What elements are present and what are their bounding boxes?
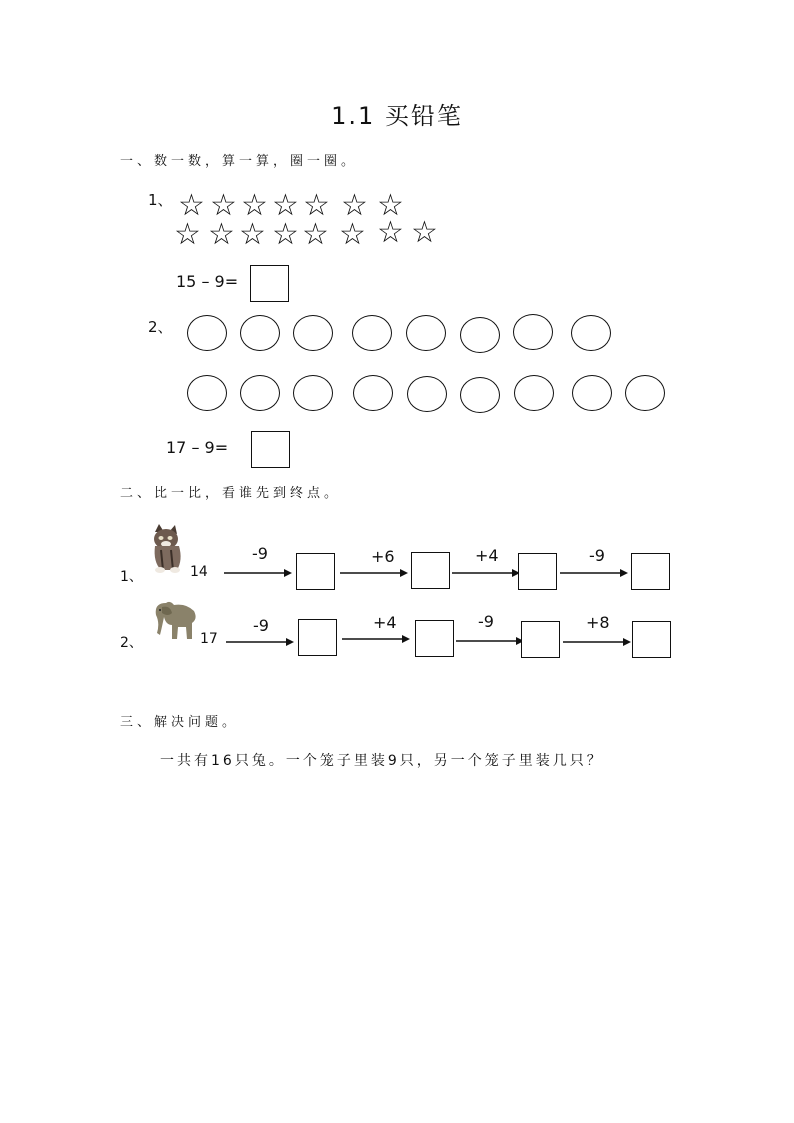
- q2-equation: 17 – 9=: [166, 438, 229, 457]
- circle-icon: [406, 315, 446, 351]
- elephant-icon: [152, 599, 200, 643]
- arrow-icon: [226, 637, 294, 647]
- race1-number: 1、: [120, 569, 143, 585]
- race2-start: 17: [200, 631, 218, 647]
- arrow-icon: [224, 568, 292, 578]
- circle-icon: [460, 317, 500, 353]
- circle-icon: [407, 376, 447, 412]
- arrow-icon: [456, 636, 524, 646]
- race1-box-2[interactable]: [411, 552, 450, 589]
- star-icon: ☆: [208, 217, 235, 252]
- q2-number: 2、: [148, 318, 173, 336]
- star-icon: ☆: [272, 188, 299, 223]
- star-icon: ☆: [241, 188, 268, 223]
- arrow-icon: [452, 568, 520, 578]
- race1-box-1[interactable]: [296, 553, 335, 590]
- circle-icon: [625, 375, 665, 411]
- race2-number: 2、: [120, 635, 143, 651]
- kitten-icon: [147, 522, 189, 574]
- circle-icon: [460, 377, 500, 413]
- race1-op-2: +6: [371, 547, 395, 566]
- star-icon: ☆: [411, 215, 438, 250]
- circle-icon: [352, 315, 392, 351]
- circle-icon: [353, 375, 393, 411]
- q1-answer-box[interactable]: [250, 265, 289, 302]
- race1-op-1: -9: [252, 544, 268, 563]
- race2-box-3[interactable]: [521, 621, 560, 658]
- race1-box-3[interactable]: [518, 553, 557, 590]
- star-icon: ☆: [339, 217, 366, 252]
- circle-icon: [571, 315, 611, 351]
- star-icon: ☆: [302, 217, 329, 252]
- star-icon: ☆: [303, 188, 330, 223]
- circle-icon: [572, 375, 612, 411]
- race1-op-3: +4: [475, 546, 499, 565]
- race1-box-4[interactable]: [631, 553, 670, 590]
- circle-icon: [293, 375, 333, 411]
- circle-icon: [293, 315, 333, 351]
- star-icon: ☆: [210, 188, 237, 223]
- race1-op-4: -9: [589, 546, 605, 565]
- race2-op-2: +4: [373, 613, 397, 632]
- section1-heading: 一、数一数，算一算，圈一圈。: [120, 154, 359, 169]
- star-icon: ☆: [174, 217, 201, 252]
- race2-op-1: -9: [253, 616, 269, 635]
- circle-icon: [514, 375, 554, 411]
- star-icon: ☆: [178, 188, 205, 223]
- q2-answer-box[interactable]: [251, 431, 290, 468]
- circle-icon: [187, 375, 227, 411]
- arrow-icon: [340, 568, 408, 578]
- q1-equation: 15 – 9=: [176, 272, 239, 291]
- circle-icon: [513, 314, 553, 350]
- star-icon: ☆: [239, 217, 266, 252]
- star-icon: ☆: [341, 188, 368, 223]
- race2-box-4[interactable]: [632, 621, 671, 658]
- race2-box-2[interactable]: [415, 620, 454, 657]
- arrow-icon: [560, 568, 628, 578]
- race2-op-3: -9: [478, 612, 494, 631]
- race2-op-4: +8: [586, 613, 610, 632]
- arrow-icon: [563, 637, 631, 647]
- circle-icon: [187, 315, 227, 351]
- section3-heading: 三、解决问题。: [120, 715, 240, 730]
- star-icon: ☆: [377, 188, 404, 223]
- circle-icon: [240, 375, 280, 411]
- arrow-icon: [342, 634, 410, 644]
- race2-box-1[interactable]: [298, 619, 337, 656]
- page-title: 1.1 买铅笔: [331, 102, 463, 130]
- race1-start: 14: [190, 564, 208, 580]
- q1-number: 1、: [148, 191, 173, 209]
- section2-heading: 二、比一比，看谁先到终点。: [120, 486, 342, 501]
- star-icon: ☆: [272, 217, 299, 252]
- circle-icon: [240, 315, 280, 351]
- star-icon: ☆: [377, 215, 404, 250]
- word-problem: 一共有16只兔。一个笼子里装9只，另一个笼子里装几只？: [160, 753, 604, 769]
